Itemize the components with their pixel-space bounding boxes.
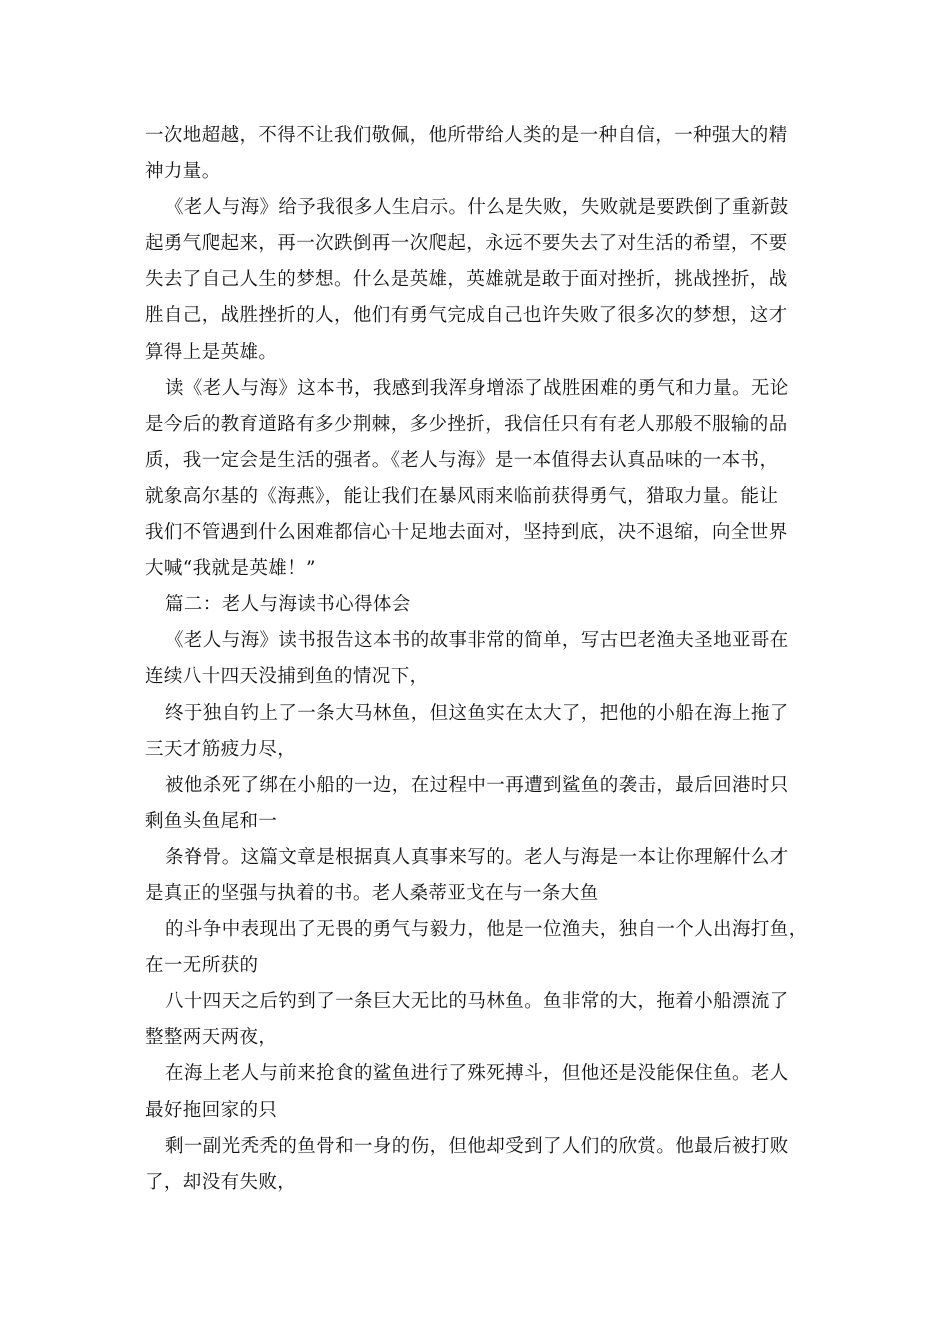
document-body-text — [145, 118, 825, 1201]
text-line: 《老人与海》给予我很多人生启示。什么是失败，失败就是要跌倒了重新鼓 — [165, 197, 789, 219]
text-line: 就象高尔基的《海燕》，能让我们在暴风雨来临前获得勇气，猎取力量。能让 — [145, 485, 779, 507]
text-line: 在海上老人与前来抢食的鲨鱼进行了殊死搏斗，但他还是没能保住鱼。老人 — [165, 1063, 789, 1085]
text-line: 是今后的教育道路有多少荆棘，多少挫折，我信任只有有老人那般不服输的品 — [145, 413, 788, 435]
text-line: 整整两天两夜， — [145, 1027, 278, 1049]
text-line: 连续八十四天没捕到鱼的情况下， — [145, 666, 429, 688]
text-line: 失去了自己人生的梦想。什么是英雄，英雄就是敢于面对挫折，挑战挫折，战 — [145, 269, 788, 291]
text-line: 最好拖回家的只 — [145, 1099, 278, 1121]
text-line: 起勇气爬起来，再一次跌倒再一次爬起，永远不要失去了对生活的希望，不要 — [145, 233, 788, 255]
text-line: 终于独自钓上了一条大马林鱼，但这鱼实在太大了，把他的小船在海上拖了 — [165, 702, 789, 724]
text-line: 篇二：老人与海读书心得体会 — [165, 594, 411, 616]
text-line: 的斗争中表现出了无畏的勇气与毅力，他是一位渔夫，独自一个人出海打鱼， — [165, 919, 808, 941]
text-line: 三天才筋疲力尽， — [145, 738, 297, 760]
text-line: 条脊骨。这篇文章是根据真人真事来写的。老人与海是一本让你理解什么才 — [165, 846, 789, 868]
text-line: 大喊“我就是英雄！” — [145, 558, 316, 580]
text-line: 质，我一定会是生活的强者。《老人与海》是一本值得去认真品味的一本书， — [145, 449, 779, 471]
text-line: 一次地超越，不得不让我们敬佩，他所带给人类的是一种自信，一种强大的精 — [145, 125, 788, 146]
text-line: 胜自己，战胜挫折的人，他们有勇气完成自己也许失败了很多次的梦想，这才 — [145, 305, 788, 327]
text-line: 《老人与海》读书报告这本书的故事非常的简单，写古巴老渔夫圣地亚哥在 — [165, 630, 789, 652]
text-line: 了，却没有失败， — [145, 1171, 297, 1193]
text-line: 在一无所获的 — [145, 955, 259, 977]
text-line: 剩一副光秃秃的鱼骨和一身的伤，但他却受到了人们的欣赏。他最后被打败 — [165, 1135, 789, 1157]
text-line: 剩鱼头鱼尾和一 — [145, 810, 278, 832]
text-line: 读《老人与海》这本书，我感到我浑身增添了战胜困难的勇气和力量。无论 — [165, 377, 789, 399]
text-line: 八十四天之后钓到了一条巨大无比的马林鱼。鱼非常的大，拖着小船漂流了 — [165, 991, 789, 1013]
text-line: 算得上是英雄。 — [145, 341, 278, 363]
text-line: 是真正的坚强与执着的书。老人桑蒂亚戈在与一条大鱼 — [145, 882, 599, 904]
text-line: 被他杀死了绑在小船的一边，在过程中一再遭到鲨鱼的袭击，最后回港时只 — [165, 774, 789, 796]
text-line: 神力量。 — [145, 161, 221, 183]
text-line: 我们不管遇到什么困难都信心十足地去面对，坚持到底，决不退缩，向全世界 — [145, 522, 788, 544]
